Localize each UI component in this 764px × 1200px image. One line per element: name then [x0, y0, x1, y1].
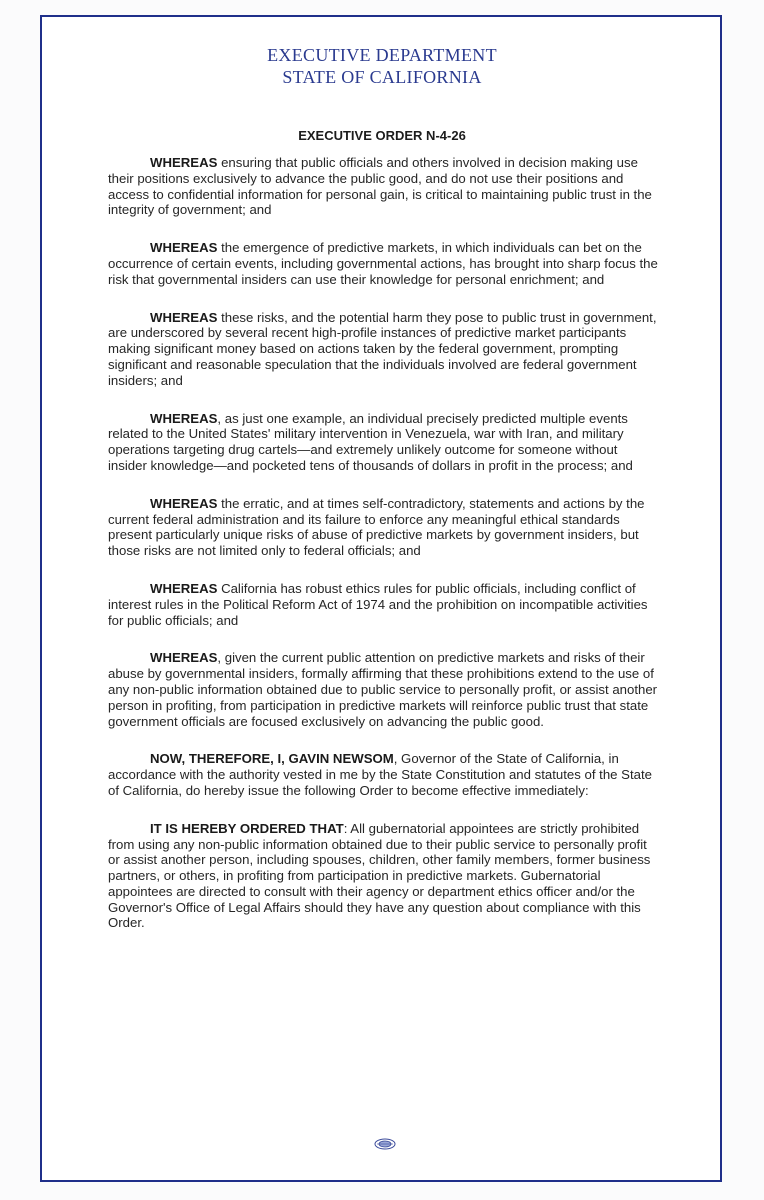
paragraph-1: [108, 155, 658, 218]
paragraph-4: [108, 411, 658, 474]
paragraph-text: these risks, and the potential harm they pose to public trust in government, are underscored by several recent high-profile instances of predictive market participants making significant money based on actions taken by the federal government, prompting significant and reasonable speculation that the individuals involved are federal government insiders; and: [108, 309, 657, 388]
paragraph-8: [108, 751, 658, 798]
paragraph-lead: WHEREAS: [150, 155, 218, 170]
paragraph-7: [108, 650, 658, 729]
paragraph-lead: NOW, THEREFORE, I, GAVIN NEWSOM: [150, 751, 394, 767]
paragraph-lead: WHEREAS: [150, 309, 218, 325]
paragraph-2: [108, 240, 658, 287]
state-seal-icon: [374, 1138, 396, 1150]
paragraph-text: California has robust ethics rules for public officials, including conflict of interest rules in the Political Reform Act of 1974 and the prohibition on incompatible activities for public officials; and: [108, 580, 648, 628]
header-line-2: STATE OF CALIFORNIA: [282, 67, 482, 87]
order-body: [108, 155, 658, 953]
paragraph-text: , Governor of the State of California, in accordance with the authority vested in me by the State Constitution and statutes of the State of California, do hereby issue the following Order to become effective immediately:: [108, 751, 652, 798]
paragraph-3: [108, 310, 658, 389]
paragraph-lead: WHEREAS: [150, 240, 218, 256]
order-title: EXECUTIVE ORDER N-4-26: [298, 128, 466, 143]
header-line-1: EXECUTIVE DEPARTMENT: [267, 45, 497, 65]
paragraph-5: [108, 496, 658, 559]
paragraph-lead: WHEREAS: [150, 650, 218, 666]
paragraph-lead: WHEREAS: [150, 495, 218, 511]
paragraph-text: : All gubernatorial appointees are strictly prohibited from using any non-public information obtained due to their public service to personally profit or assist another person, including spouses, children, other family members, former business partners, or others, in profiting from participation in predictive markets. Gubernatorial appointees are directed to consult with their agency or department ethics officer and/or the Governor's Office of Legal Affairs should they have any question about compliance with this Order.: [108, 820, 651, 931]
paragraph-text: , given the current public attention on predictive markets and risks of their abuse by governmental insiders, formally affirming that these prohibitions extend to the use of any non-public information obtained due to public service to personally profit, or assist another person in profiting, from participation in predictive markets will reinforce public trust that state government officials are focused exclusively on advancing the public good.: [108, 650, 658, 729]
paragraph-lead: WHEREAS: [150, 410, 218, 426]
paragraph-6: [108, 581, 658, 628]
paragraph-text: the emergence of predictive markets, in which individuals can bet on the occurrence of certain events, including governmental actions, has brought into sharp focus the risk that governmental insiders can use their knowledge for personal enrichment; and: [108, 240, 658, 287]
paragraph-text: , as just one example, an individual precisely predicted multiple events related to the United States' military intervention in Venezuela, war with Iran, and military operations targeting drug cartels—and extremely unlikely outcome for someone without insider knowledge—and pocketed tens of thousands of dollars in profit in the process; and: [108, 410, 633, 473]
paragraph-text: the erratic, and at times self-contradictory, statements and actions by the current federal administration and its failure to enforce any meaningful ethical standards present particularly unique risks of abuse of predictive markets by government insiders, but those risks are not limited only to federal officials; and: [108, 495, 645, 559]
department-header: [0, 44, 764, 88]
paragraph-text: ensuring that public officials and others involved in decision making use their positions exclusively to advance the public good, and do not use their positions and access to confidential information for personal gain, is critical to maintaining public trust in the integrity of government; and: [108, 155, 652, 218]
paragraph-lead: IT IS HEREBY ORDERED THAT: [150, 820, 344, 836]
paragraph-9: [108, 821, 658, 932]
paragraph-lead: WHEREAS: [150, 580, 218, 596]
